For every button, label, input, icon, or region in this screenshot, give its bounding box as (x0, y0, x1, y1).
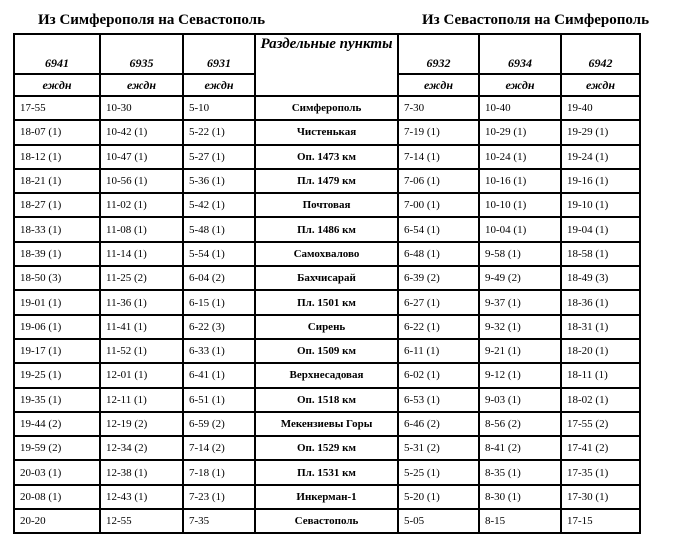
departure-time: 10-24 (1) (479, 145, 561, 169)
timetable-row (14, 315, 640, 339)
timetable-row (14, 412, 640, 436)
frequency-label: еждн (479, 74, 561, 96)
timetable-row (14, 290, 640, 314)
timetable-row (14, 339, 640, 363)
departure-time: 12-11 (1) (100, 388, 183, 412)
station-name: Севастополь (255, 509, 398, 533)
departure-time: 18-20 (1) (561, 339, 640, 363)
timetable-row (14, 120, 640, 144)
departure-time: 18-31 (1) (561, 315, 640, 339)
timetable-row (14, 363, 640, 387)
station-name: Оп. 1509 км (255, 339, 398, 363)
departure-time: 7-18 (1) (183, 460, 255, 484)
departure-time: 10-47 (1) (100, 145, 183, 169)
station-name: Оп. 1518 км (255, 388, 398, 412)
station-name: Бахчисарай (255, 266, 398, 290)
departure-time: 20-03 (1) (14, 460, 100, 484)
timetable-row (14, 509, 640, 533)
departure-time: 12-38 (1) (100, 460, 183, 484)
departure-time: 19-29 (1) (561, 120, 640, 144)
departure-time: 20-20 (14, 509, 100, 533)
departure-time: 5-42 (1) (183, 193, 255, 217)
departure-time: 6-54 (1) (398, 217, 479, 241)
station-name: Пл. 1501 км (255, 290, 398, 314)
departure-time: 8-15 (479, 509, 561, 533)
frequency-label: еждн (14, 74, 100, 96)
departure-time: 18-27 (1) (14, 193, 100, 217)
departure-time: 6-02 (1) (398, 363, 479, 387)
departure-time: 6-48 (1) (398, 242, 479, 266)
departure-time: 10-04 (1) (479, 217, 561, 241)
departure-time: 17-55 (14, 96, 100, 120)
station-name: Оп. 1529 км (255, 436, 398, 460)
station-name: Пл. 1486 км (255, 217, 398, 241)
departure-time: 10-42 (1) (100, 120, 183, 144)
departure-time: 5-05 (398, 509, 479, 533)
departure-time: 12-55 (100, 509, 183, 533)
frequency-label: еждн (398, 74, 479, 96)
departure-time: 11-52 (1) (100, 339, 183, 363)
departure-time: 18-33 (1) (14, 217, 100, 241)
departure-time: 9-12 (1) (479, 363, 561, 387)
frequency-label: еждн (561, 74, 640, 96)
departure-time: 11-36 (1) (100, 290, 183, 314)
departure-time: 19-16 (1) (561, 169, 640, 193)
departure-time: 10-30 (100, 96, 183, 120)
departure-time: 7-19 (1) (398, 120, 479, 144)
departure-time: 17-15 (561, 509, 640, 533)
train-number: 6942 (561, 34, 640, 74)
departure-time: 9-32 (1) (479, 315, 561, 339)
departure-time: 17-55 (2) (561, 412, 640, 436)
departure-time: 10-40 (479, 96, 561, 120)
departure-time: 9-03 (1) (479, 388, 561, 412)
departure-time: 18-39 (1) (14, 242, 100, 266)
departure-time: 10-16 (1) (479, 169, 561, 193)
train-number: 6931 (183, 34, 255, 74)
departure-time: 18-11 (1) (561, 363, 640, 387)
train-number: 6932 (398, 34, 479, 74)
departure-time: 7-00 (1) (398, 193, 479, 217)
departure-time: 18-12 (1) (14, 145, 100, 169)
station-name: Симферополь (255, 96, 398, 120)
departure-time: 5-27 (1) (183, 145, 255, 169)
station-name: Самохвалово (255, 242, 398, 266)
departure-time: 19-40 (561, 96, 640, 120)
station-name: Инкерман-1 (255, 485, 398, 509)
departure-time: 19-10 (1) (561, 193, 640, 217)
departure-time: 7-14 (1) (398, 145, 479, 169)
departure-time: 9-58 (1) (479, 242, 561, 266)
departure-time: 8-30 (1) (479, 485, 561, 509)
departure-time: 18-49 (3) (561, 266, 640, 290)
departure-time: 19-44 (2) (14, 412, 100, 436)
departure-time: 20-08 (1) (14, 485, 100, 509)
departure-time: 6-59 (2) (183, 412, 255, 436)
direction-title-right: Из Севастополя на Симферополь (422, 12, 650, 28)
departure-time: 19-17 (1) (14, 339, 100, 363)
departure-time: 6-11 (1) (398, 339, 479, 363)
departure-time: 11-14 (1) (100, 242, 183, 266)
departure-time: 5-36 (1) (183, 169, 255, 193)
frequency-label: еждн (183, 74, 255, 96)
train-number: 6935 (100, 34, 183, 74)
station-name: Почтовая (255, 193, 398, 217)
departure-time: 17-30 (1) (561, 485, 640, 509)
departure-time: 5-48 (1) (183, 217, 255, 241)
timetable-row (14, 217, 640, 241)
departure-time: 7-06 (1) (398, 169, 479, 193)
departure-time: 9-21 (1) (479, 339, 561, 363)
departure-time: 7-23 (1) (183, 485, 255, 509)
timetable-row (14, 485, 640, 509)
departure-time: 11-02 (1) (100, 193, 183, 217)
departure-time: 18-07 (1) (14, 120, 100, 144)
departure-time: 19-04 (1) (561, 217, 640, 241)
departure-time: 10-56 (1) (100, 169, 183, 193)
timetable-row (14, 145, 640, 169)
departure-time: 18-50 (3) (14, 266, 100, 290)
direction-title-left: Из Симферополя на Севастополь (38, 12, 266, 28)
departure-time: 10-29 (1) (479, 120, 561, 144)
departure-time: 6-04 (2) (183, 266, 255, 290)
departure-time: 19-35 (1) (14, 388, 100, 412)
departure-time: 17-41 (2) (561, 436, 640, 460)
departure-time: 18-02 (1) (561, 388, 640, 412)
timetable-row (14, 193, 640, 217)
station-name: Верхнесадовая (255, 363, 398, 387)
departure-time: 8-35 (1) (479, 460, 561, 484)
departure-time: 6-46 (2) (398, 412, 479, 436)
timetable-row (14, 242, 640, 266)
timetable-row (14, 388, 640, 412)
timetable-row (14, 96, 640, 120)
departure-time: 6-41 (1) (183, 363, 255, 387)
timetable-row (14, 169, 640, 193)
departure-time: 11-25 (2) (100, 266, 183, 290)
station-name: Сирень (255, 315, 398, 339)
departure-time: 18-36 (1) (561, 290, 640, 314)
station-name: Чистенькая (255, 120, 398, 144)
departure-time: 12-01 (1) (100, 363, 183, 387)
station-name: Пл. 1531 км (255, 460, 398, 484)
timetable-row (14, 460, 640, 484)
departure-time: 6-22 (1) (398, 315, 479, 339)
departure-time: 12-34 (2) (100, 436, 183, 460)
departure-time: 11-41 (1) (100, 315, 183, 339)
departure-time: 6-51 (1) (183, 388, 255, 412)
station-name: Пл. 1479 км (255, 169, 398, 193)
departure-time: 10-10 (1) (479, 193, 561, 217)
timetable-row (14, 436, 640, 460)
departure-time: 8-41 (2) (479, 436, 561, 460)
departure-time: 19-59 (2) (14, 436, 100, 460)
departure-time: 5-22 (1) (183, 120, 255, 144)
departure-time: 5-10 (183, 96, 255, 120)
departure-time: 17-35 (1) (561, 460, 640, 484)
departure-time: 19-06 (1) (14, 315, 100, 339)
timetable-row (14, 266, 640, 290)
departure-time: 7-14 (2) (183, 436, 255, 460)
departure-time: 5-20 (1) (398, 485, 479, 509)
departure-time: 5-25 (1) (398, 460, 479, 484)
station-name: Мекензиевы Горы (255, 412, 398, 436)
departure-time: 6-53 (1) (398, 388, 479, 412)
departure-time: 8-56 (2) (479, 412, 561, 436)
stops-column-header: Раздельные пункты (255, 34, 398, 96)
train-number: 6934 (479, 34, 561, 74)
departure-time: 7-35 (183, 509, 255, 533)
frequency-label: еждн (100, 74, 183, 96)
departure-time: 6-33 (1) (183, 339, 255, 363)
departure-time: 12-43 (1) (100, 485, 183, 509)
train-number: 6941 (14, 34, 100, 74)
departure-time: 9-49 (2) (479, 266, 561, 290)
departure-time: 9-37 (1) (479, 290, 561, 314)
departure-time: 5-31 (2) (398, 436, 479, 460)
departure-time: 6-39 (2) (398, 266, 479, 290)
departure-time: 18-21 (1) (14, 169, 100, 193)
departure-time: 6-27 (1) (398, 290, 479, 314)
station-name: Оп. 1473 км (255, 145, 398, 169)
departure-time: 5-54 (1) (183, 242, 255, 266)
departure-time: 11-08 (1) (100, 217, 183, 241)
departure-time: 12-19 (2) (100, 412, 183, 436)
departure-time: 6-15 (1) (183, 290, 255, 314)
departure-time: 6-22 (3) (183, 315, 255, 339)
departure-time: 19-25 (1) (14, 363, 100, 387)
departure-time: 18-58 (1) (561, 242, 640, 266)
departure-time: 19-24 (1) (561, 145, 640, 169)
timetable (13, 33, 641, 534)
departure-time: 19-01 (1) (14, 290, 100, 314)
departure-time: 7-30 (398, 96, 479, 120)
